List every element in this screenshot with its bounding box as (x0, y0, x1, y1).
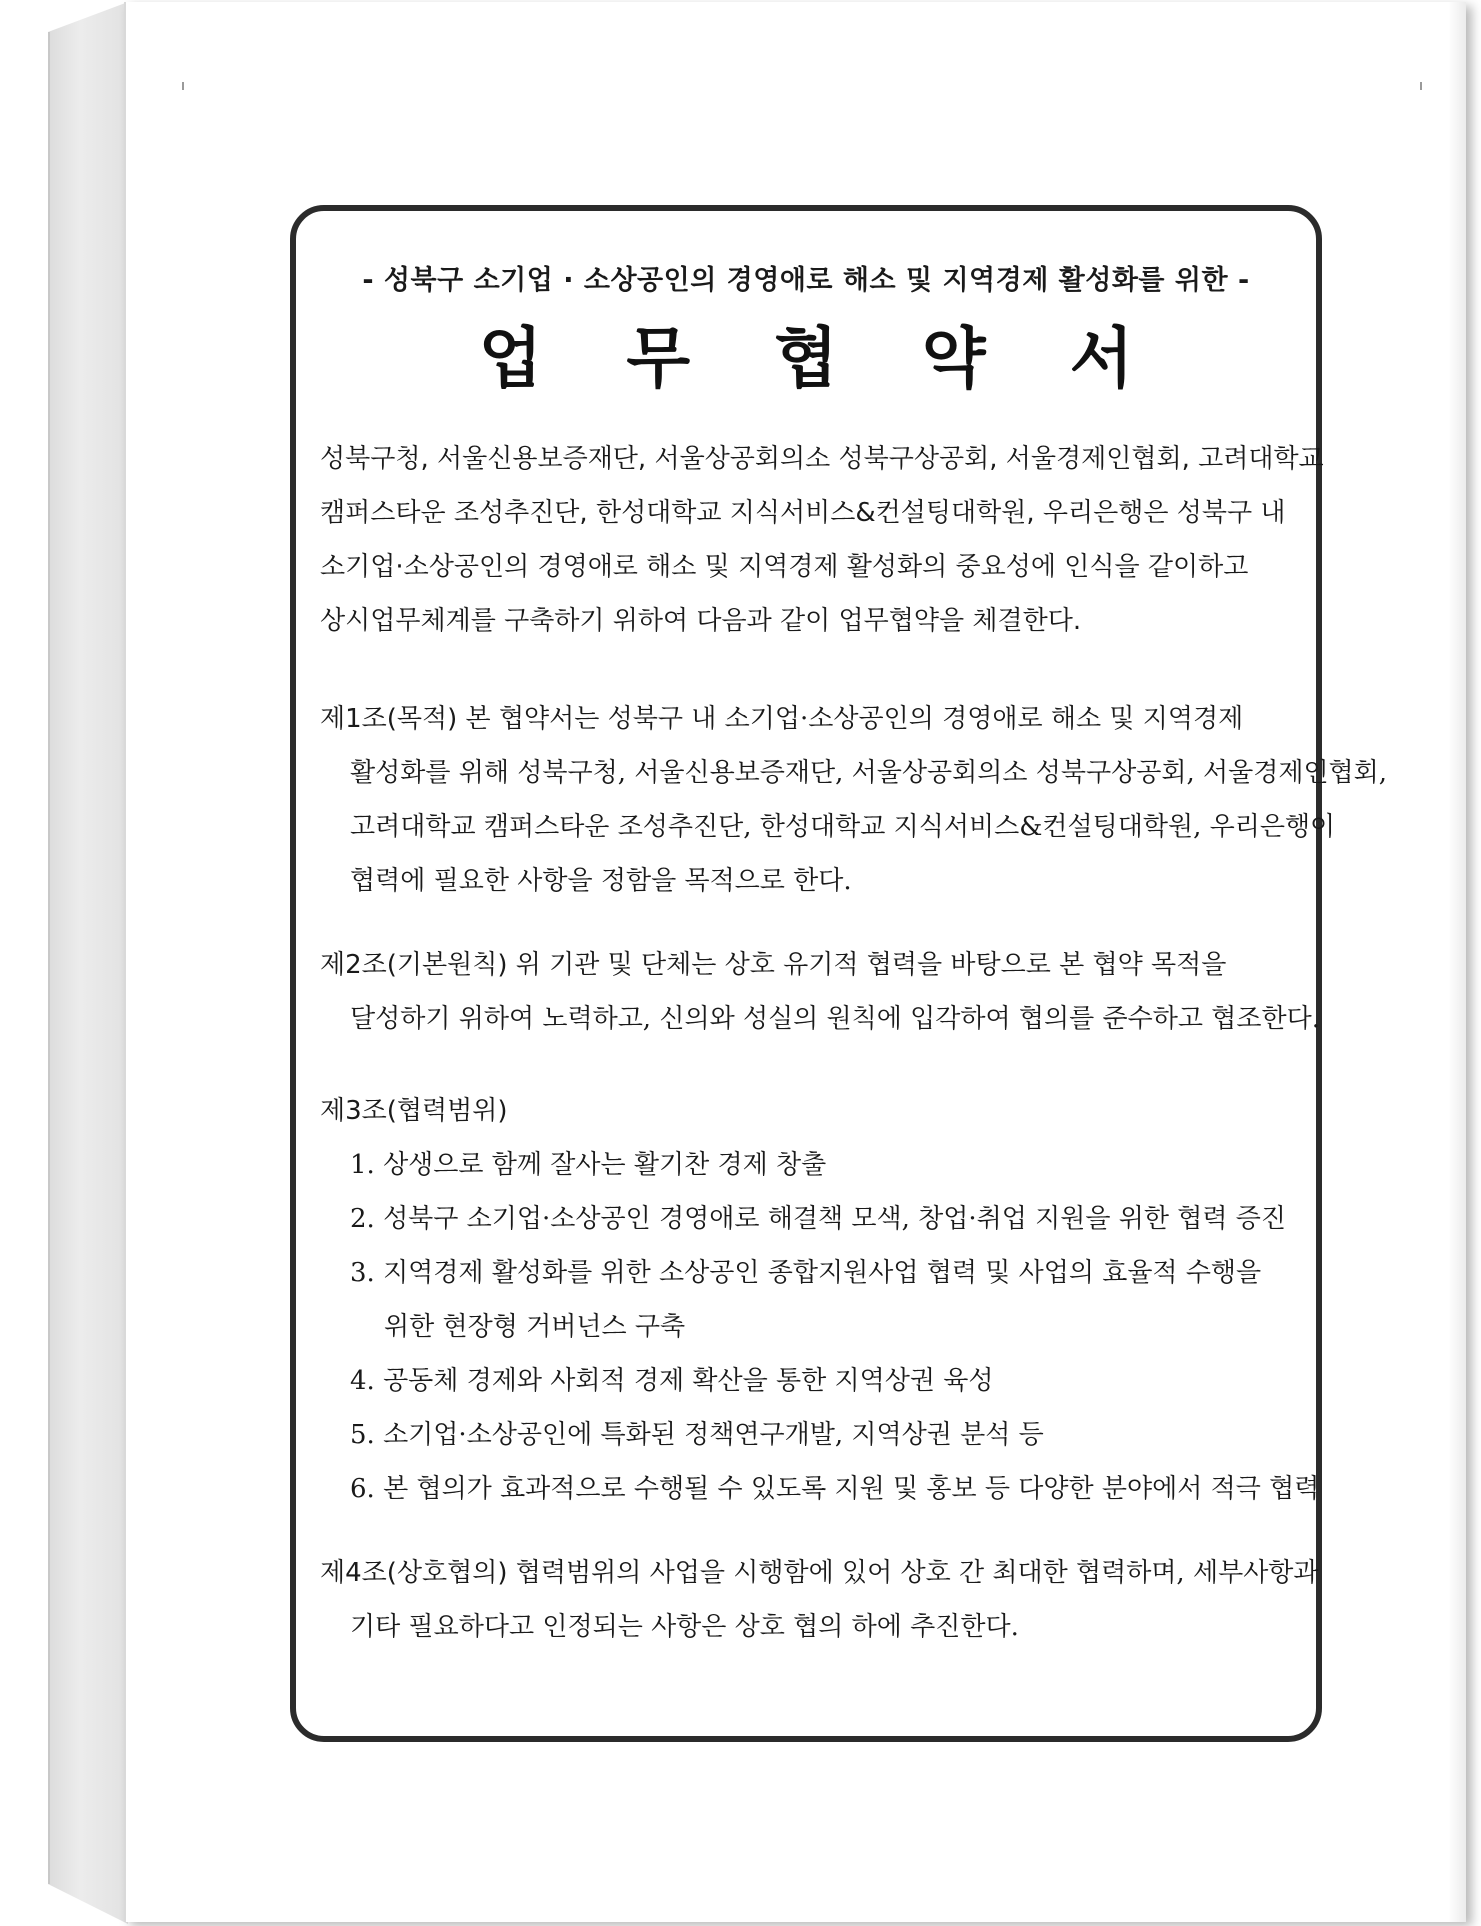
article-1-heading: 제1조(목적) (320, 704, 458, 734)
preamble-line: 성북구청, 서울신용보증재단, 서울상공회의소 성북구상공회, 서울경제인협회, 고려대학교 (320, 444, 1324, 474)
list-item: 4. 공동체 경제와 사회적 경제 확산을 통한 지역상권 육성 (350, 1366, 994, 1396)
list-item: 3. 지역경제 활성화를 위한 소상공인 종합지원사업 협력 및 사업의 효율적 수행을 (350, 1258, 1262, 1288)
list-item-continuation: 위한 현장형 거버넌스 구축 (384, 1312, 686, 1342)
list-item: 2. 성북구 소기업·소상공인 경영애로 해결책 모색, 창업·취업 지원을 위한 협력 증진 (350, 1204, 1286, 1234)
article-1-line: 고려대학교 캠퍼스타운 조성추진단, 한성대학교 지식서비스&컨설팅대학원, 우리은행이 (350, 812, 1336, 842)
article-2 (320, 938, 1320, 1046)
article-4-line (320, 1546, 1319, 1600)
article-1-line (320, 692, 1280, 746)
article-3 (320, 1084, 1320, 1516)
preamble-line: 상시업무체계를 구축하기 위하여 다음과 같이 업무협약을 체결한다. (320, 606, 1082, 636)
article-1-text: 본 협약서는 성북구 내 소기업·소상공인의 경영애로 해소 및 지역경제 (457, 704, 1244, 734)
article-1 (320, 692, 1388, 908)
scan-speck (1420, 82, 1422, 90)
preamble (320, 432, 1324, 648)
scan-speck (182, 82, 184, 90)
article-4-text: 협력범위의 사업을 시행함에 있어 상호 간 최대한 협력하며, 세부사항과 (507, 1558, 1319, 1588)
preamble-line: 캠퍼스타운 조성추진단, 한성대학교 지식서비스&컨설팅대학원, 우리은행은 성북구 내 (320, 498, 1286, 528)
page-edge-shade (1448, 2, 1466, 1922)
article-4-heading: 제4조(상호협의) (320, 1558, 508, 1588)
article-1-line: 협력에 필요한 사항을 정함을 목적으로 한다. (350, 866, 852, 896)
document-subtitle: - 성북구 소기업 · 소상공인의 경영애로 해소 및 지역경제 활성화를 위한 - (362, 265, 1250, 296)
list-item: 6. 본 협의가 효과적으로 수행될 수 있도록 지원 및 홍보 등 다양한 분야에서 적극 협력 (350, 1474, 1320, 1504)
document-title: 업무협약서 (478, 320, 1218, 397)
article-4 (320, 1546, 1319, 1654)
preamble-line: 소기업·소상공인의 경영애로 해소 및 지역경제 활성화의 중요성에 인식을 같이하고 (320, 552, 1249, 582)
article-4-line: 기타 필요하다고 인정되는 사항은 상호 협의 하에 추진한다. (350, 1612, 1019, 1642)
article-1-line: 활성화를 위해 성북구청, 서울신용보증재단, 서울상공회의소 성북구상공회, 서울경제인협회, (350, 758, 1388, 788)
article-3-heading: 제3조(협력범위) (320, 1096, 508, 1126)
article-2-heading: 제2조(기본원칙) (320, 950, 508, 980)
book-spine (48, 2, 128, 1924)
article-2-text: 위 기관 및 단체는 상호 유기적 협력을 바탕으로 본 협약 목적을 (507, 950, 1227, 980)
article-2-line (320, 938, 1280, 992)
article-2-line: 달성하기 위하여 노력하고, 신의와 성실의 원칙에 입각하여 협의를 준수하고 협조한다. (350, 1004, 1320, 1034)
list-item: 1. 상생으로 함께 잘사는 활기찬 경제 창출 (350, 1150, 827, 1180)
list-item: 5. 소기업·소상공인에 특화된 정책연구개발, 지역상권 분석 등 (350, 1420, 1044, 1450)
spine-edge (48, 32, 50, 1884)
